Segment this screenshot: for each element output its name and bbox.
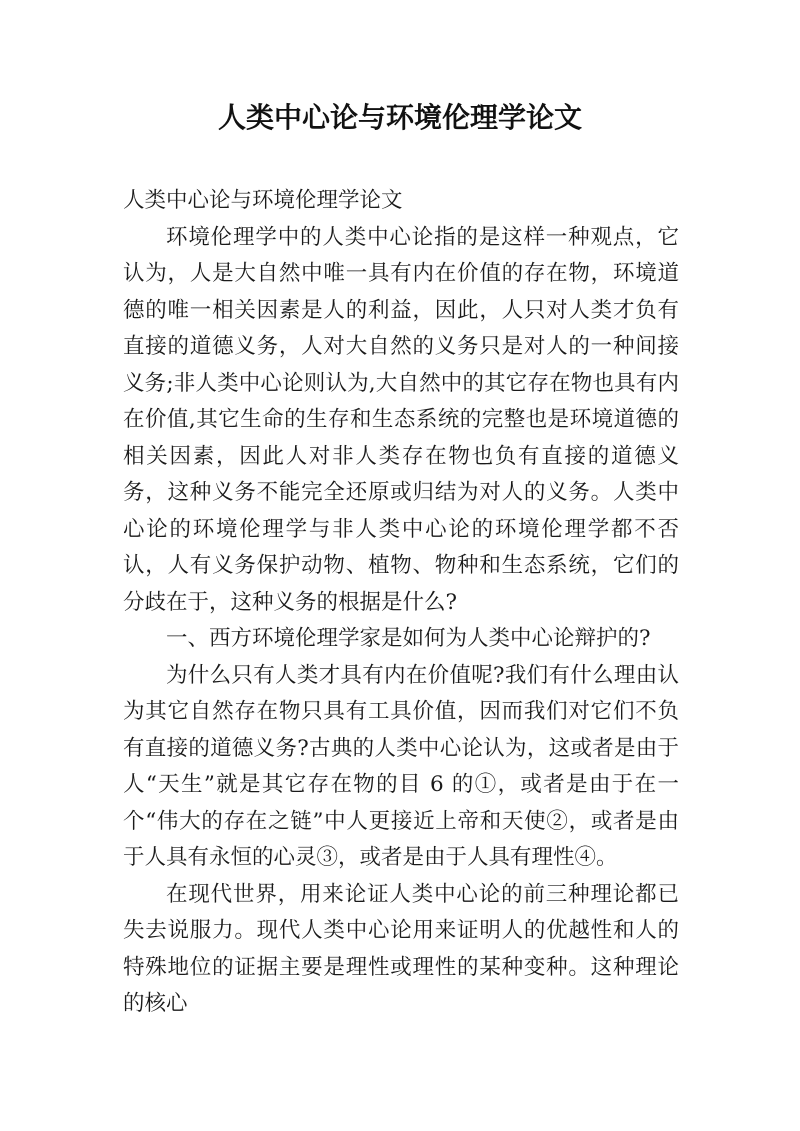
document-subtitle: 人类中心论与环境伦理学论文 [123, 188, 403, 213]
document-body [123, 183, 679, 1023]
paragraph-intro: 环境伦理学中的人类中心论指的是这样一种观点，它认为，人是大自然中唯一具有内在价值的存在物，环境道德的唯一相关因素是人的利益，因此，人只对人类才负有直接的道德义务，人对大自然的义务只是对人的一种间接义务;非人类中心论则认为,大自然中的其它存在物也具有内在价值,其它生命的生存和生态系统的完整也是环境道德的相关因素，因此人对非人类存在物也负有直接的道德义务，这种义务不能完全还原或归结为对人的义务。人类中心论的环境伦理学与非人类中心论的环境伦理学都不否认，人有义务保护动物、植物、物种和生态系统，它们的分歧在于，这种义务的根据是什么? [123, 224, 679, 615]
section-heading: 一、西方环境伦理学家是如何为人类中心论辩护的? [166, 626, 651, 651]
paragraph-modern-view: 在现代世界，用来论证人类中心论的前三种理论都已失去说服力。现代人类中心论用来证明人的优越性和人的特殊地位的证据主要是理性或理性的某种变种。这种理论的核心 [123, 881, 679, 1016]
document-title: 人类中心论与环境伦理学论文 [217, 101, 582, 134]
paragraph-classical-view: 为什么只有人类才具有内在价值呢?我们有什么理由认为其它自然存在物只具有工具价值，因而我们对它们不负有直接的道德义务?古典的人类中心论认为，这或者是由于人“天生”就是其它存在物的目 6 的①，或者是由于在一个“伟大的存在之链”中人更接近上帝和天使②，或者是由于人具有永恒的心灵③，或者是由于人具有理性④。 [123, 662, 679, 870]
